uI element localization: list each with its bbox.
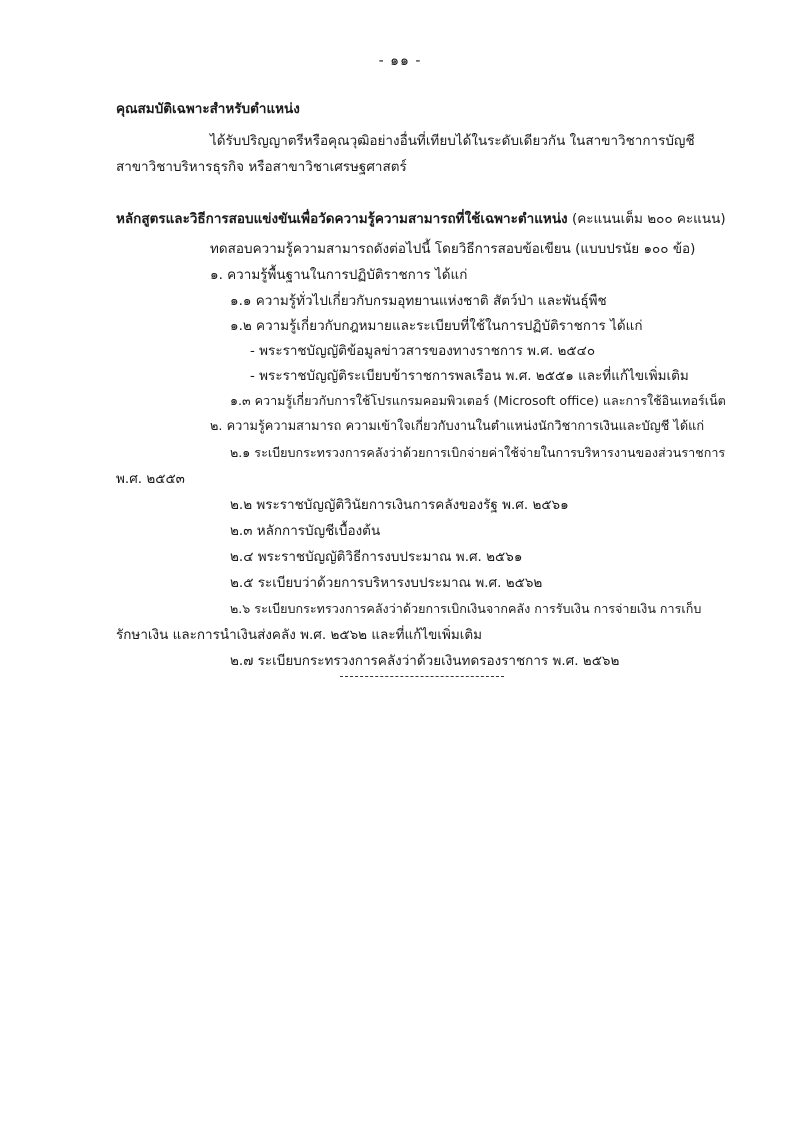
section-2-5: ๒.๕ ระเบียบว่าด้วยการบริหารงบประมาณ พ.ศ. ๒๕๖๒ bbox=[230, 575, 543, 591]
section-2-3: ๒.๓ หลักการบัญชีเบื้องต้น bbox=[230, 523, 381, 539]
section-1-2-b: - พระราชบัญญัติระเบียบข้าราชการพลเรือน พ.ศ. ๒๕๕๑ และที่แก้ไขเพิ่มเติม bbox=[250, 368, 689, 384]
curriculum-intro: ทดสอบความรู้ความสามารถดังต่อไปนี้ โดยวิธีการสอบข้อเขียน (แบบปรนัย ๑๐๐ ข้อ) bbox=[210, 241, 696, 257]
section-1-2-a: - พระราชบัญญัติข้อมูลข่าวสารของทางราชการ พ.ศ. ๒๕๔๐ bbox=[250, 343, 596, 359]
curriculum-heading-score: (คะแนนเต็ม ๒๐๐ คะแนน) bbox=[571, 211, 726, 227]
section-1: ๑. ความรู้พื้นฐานในการปฏิบัติราชการ ได้แก่ bbox=[210, 267, 468, 283]
section-2-4: ๒.๔ พระราชบัญญัติวิธีการงบประมาณ พ.ศ. ๒๕๖๑ bbox=[230, 549, 523, 565]
section-2-1: ๒.๑ ระเบียบกระทรวงการคลังว่าด้วยการเบิกจ่ายค่าใช้จ่ายในการบริหารงานของส่วนราชการ bbox=[230, 445, 726, 460]
section-2-2: ๒.๒ พระราชบัญญัติวินัยการเงินการคลังของรัฐ พ.ศ. ๒๕๖๑ bbox=[230, 497, 569, 513]
section-2-6-continued: รักษาเงิน และการนำเงินส่งคลัง พ.ศ. ๒๕๖๒ และที่แก้ไขเพิ่มเติม bbox=[116, 627, 483, 643]
section-1-3: ๑.๓ ความรู้เกี่ยวกับการใช้โปรแกรมคอมพิวเตอร์ (Microsoft office) และการใช้อินเทอร์เน็ต bbox=[230, 393, 726, 408]
qualifications-line-1: ได้รับปริญญาตรีหรือคุณวุฒิอย่างอื่นที่เทียบได้ในระดับเดียวกัน ในสาขาวิชาการบัญชี bbox=[210, 133, 695, 149]
qualifications-heading: คุณสมบัติเฉพาะสำหรับตำแหน่ง bbox=[116, 101, 300, 117]
qualifications-line-2: สาขาวิชาบริหารธุรกิจ หรือสาขาวิชาเศรษฐศาสตร์ bbox=[116, 159, 407, 175]
section-2-7: ๒.๗ ระเบียบกระทรวงการคลังว่าด้วยเงินทดรองราชการ พ.ศ. ๒๕๖๒ bbox=[230, 653, 620, 669]
section-1-2: ๑.๒ ความรู้เกี่ยวกับกฎหมายและระเบียบที่ใช้ในการปฏิบัติราชการ ได้แก่ bbox=[230, 318, 643, 334]
page-number: - ๑๑ - bbox=[378, 53, 422, 69]
section-1-1: ๑.๑ ความรู้ทั่วไปเกี่ยวกับกรมอุทยานแห่งชาติ สัตว์ป่า และพันธุ์พืช bbox=[230, 293, 607, 309]
section-2-6: ๒.๖ ระเบียบกระทรวงการคลังว่าด้วยการเบิกเงินจากคลัง การรับเงิน การจ่ายเงิน การเก็บ bbox=[230, 601, 702, 616]
section-2: ๒. ความรู้ความสามารถ ความเข้าใจเกี่ยวกับงานในตำแหน่งนักวิชาการเงินและบัญชี ได้แก่ bbox=[210, 419, 705, 434]
section-2-1-continued: พ.ศ. ๒๕๕๓ bbox=[116, 471, 185, 487]
curriculum-heading bbox=[116, 210, 726, 228]
curriculum-heading-bold: หลักสูตรและวิธีการสอบแข่งขันเพื่อวัดความรู้ความสามารถที่ใช้เฉพาะตำแหน่ง bbox=[116, 211, 568, 227]
end-divider bbox=[340, 676, 504, 677]
